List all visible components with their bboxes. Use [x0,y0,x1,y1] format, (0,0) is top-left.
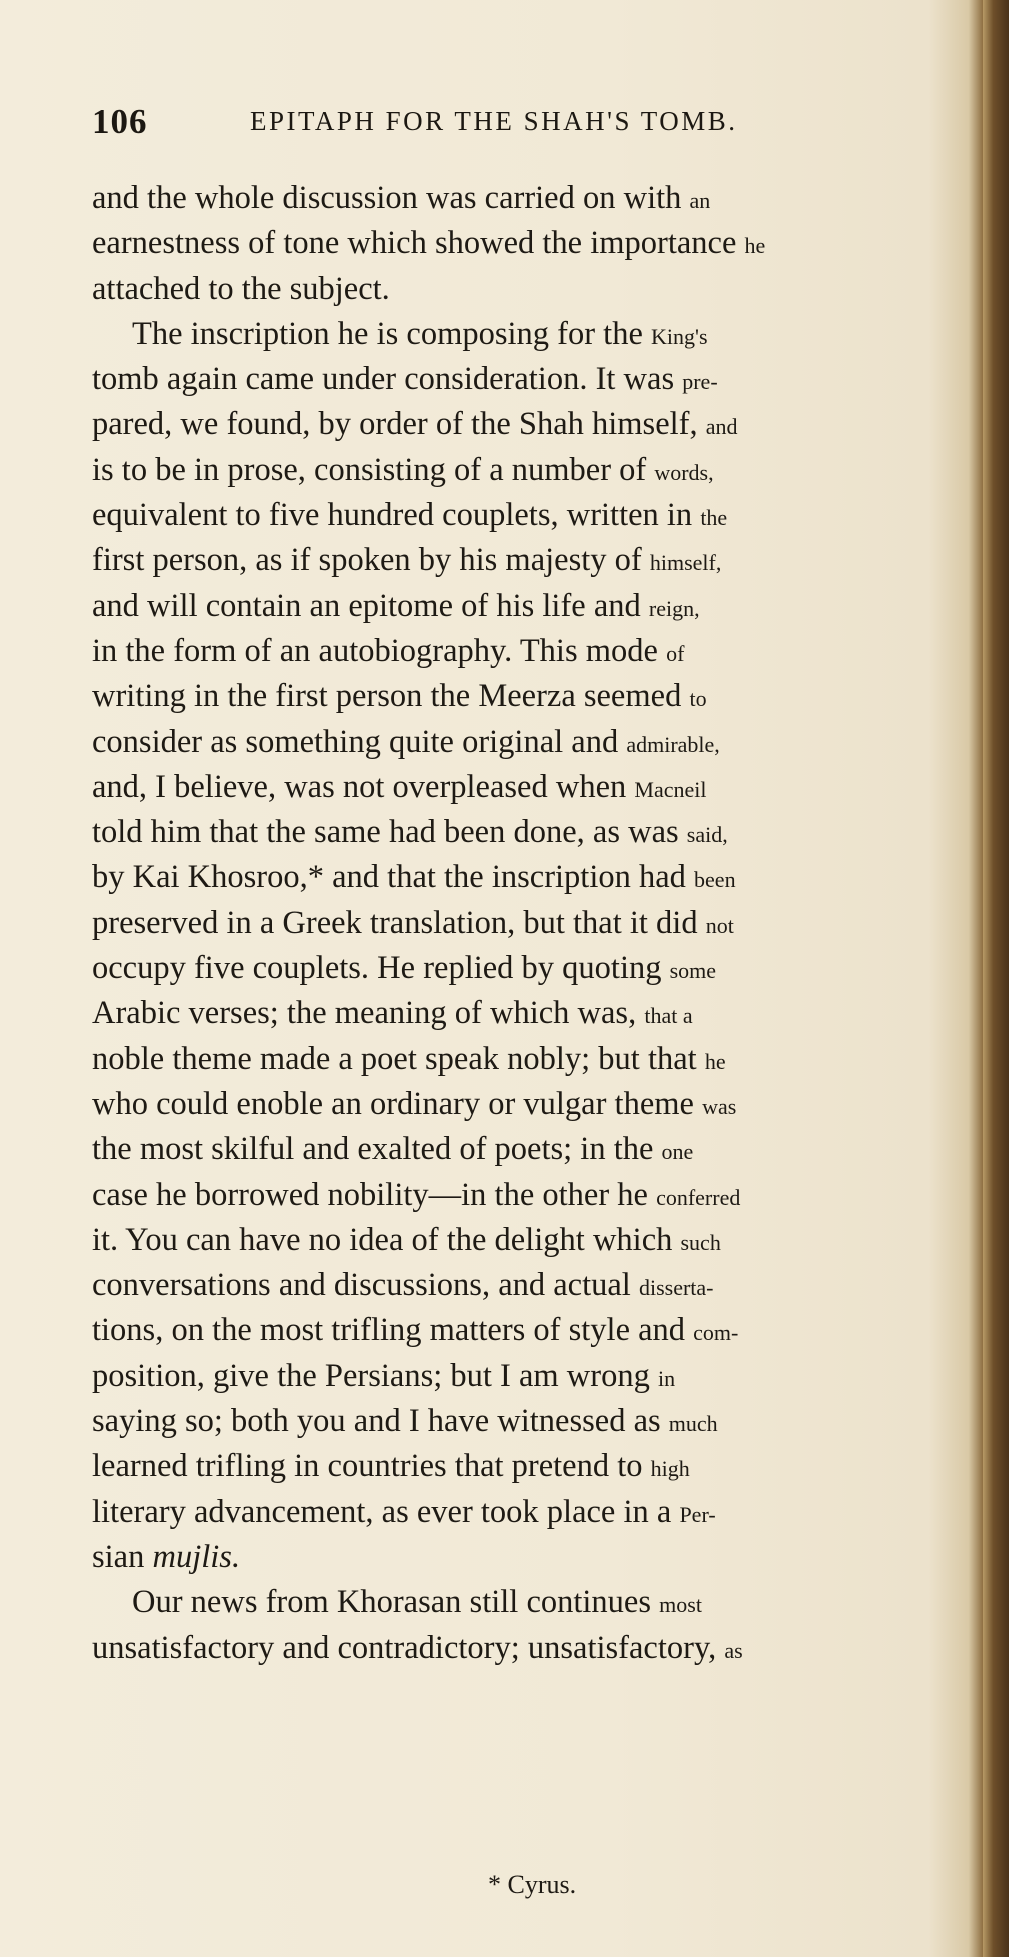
text-line: is to be in prose, consisting of a number of words, [92,451,714,488]
text-line: saying so; both you and I have witnessed as much [92,1403,718,1440]
text-line: literary advancement, as ever took place in a Per- [92,1493,716,1530]
paragraph-start-line: The inscription he is composing for the King's [132,315,708,352]
text-line: noble theme made a poet speak nobly; but that he [92,1040,726,1077]
text-line: tions, on the most trifling matters of style and com- [92,1312,739,1349]
text-line: Arabic verses; the meaning of which was, that a [92,995,693,1032]
text-line: conversations and discussions, and actual disserta- [92,1267,714,1304]
text-line: case he borrowed nobility—in the other he conferred [92,1176,741,1213]
text-line: the most skilful and exalted of poets; in the one [92,1131,694,1168]
text-line: earnestness of tone which showed the importance he [92,225,766,262]
text-line: and, I believe, was not overpleased when Macneil [92,768,707,805]
text-line: sian mujlis. [92,1538,241,1575]
text-line: equivalent to five hundred couplets, written in the [92,497,728,534]
body-text [92,176,992,1671]
italic-word: mujlis. [152,1538,241,1575]
text-line: tomb again came under consideration. It was pre- [92,361,718,398]
text-line: consider as something quite original and admirable, [92,723,720,760]
text-line: told him that the same had been done, as was said, [92,814,728,851]
text-line: who could enoble an ordinary or vulgar theme was [92,1085,737,1122]
footnote: * Cyrus. [488,1870,577,1899]
text-line: and the whole discussion was carried on with an [92,180,711,216]
text-line: by Kai Khosroo,* and that the inscription had been [92,859,736,896]
text-line: it. You can have no idea of the delight which such [92,1221,721,1258]
page-header [92,102,972,146]
page-number: 106 [92,102,148,141]
text-line: position, give the Persians; but I am wrong in [92,1357,676,1394]
paragraph-start-line: Our news from Khorasan still continues most [132,1584,702,1621]
text-line: preserved in a Greek translation, but that it did not [92,904,734,941]
text-line: occupy five couplets. He replied by quoting some [92,950,717,987]
text-line: unsatisfactory and contradictory; unsatisfactory, as [92,1629,743,1666]
text-line: first person, as if spoken by his majesty of himself, [92,542,722,579]
text-line: learned trifling in countries that pretend to high [92,1448,690,1485]
text-line: pared, we found, by order of the Shah himself, and [92,406,738,443]
text-line: writing in the first person the Meerza seemed to [92,678,707,715]
text-line: attached to the subject. [92,270,390,307]
text-line: in the form of an autobiography. This mode of [92,632,685,669]
text-line: and will contain an epitome of his life and reign, [92,587,700,624]
running-head: EPITAPH FOR THE SHAH'S TOMB. [250,106,738,136]
